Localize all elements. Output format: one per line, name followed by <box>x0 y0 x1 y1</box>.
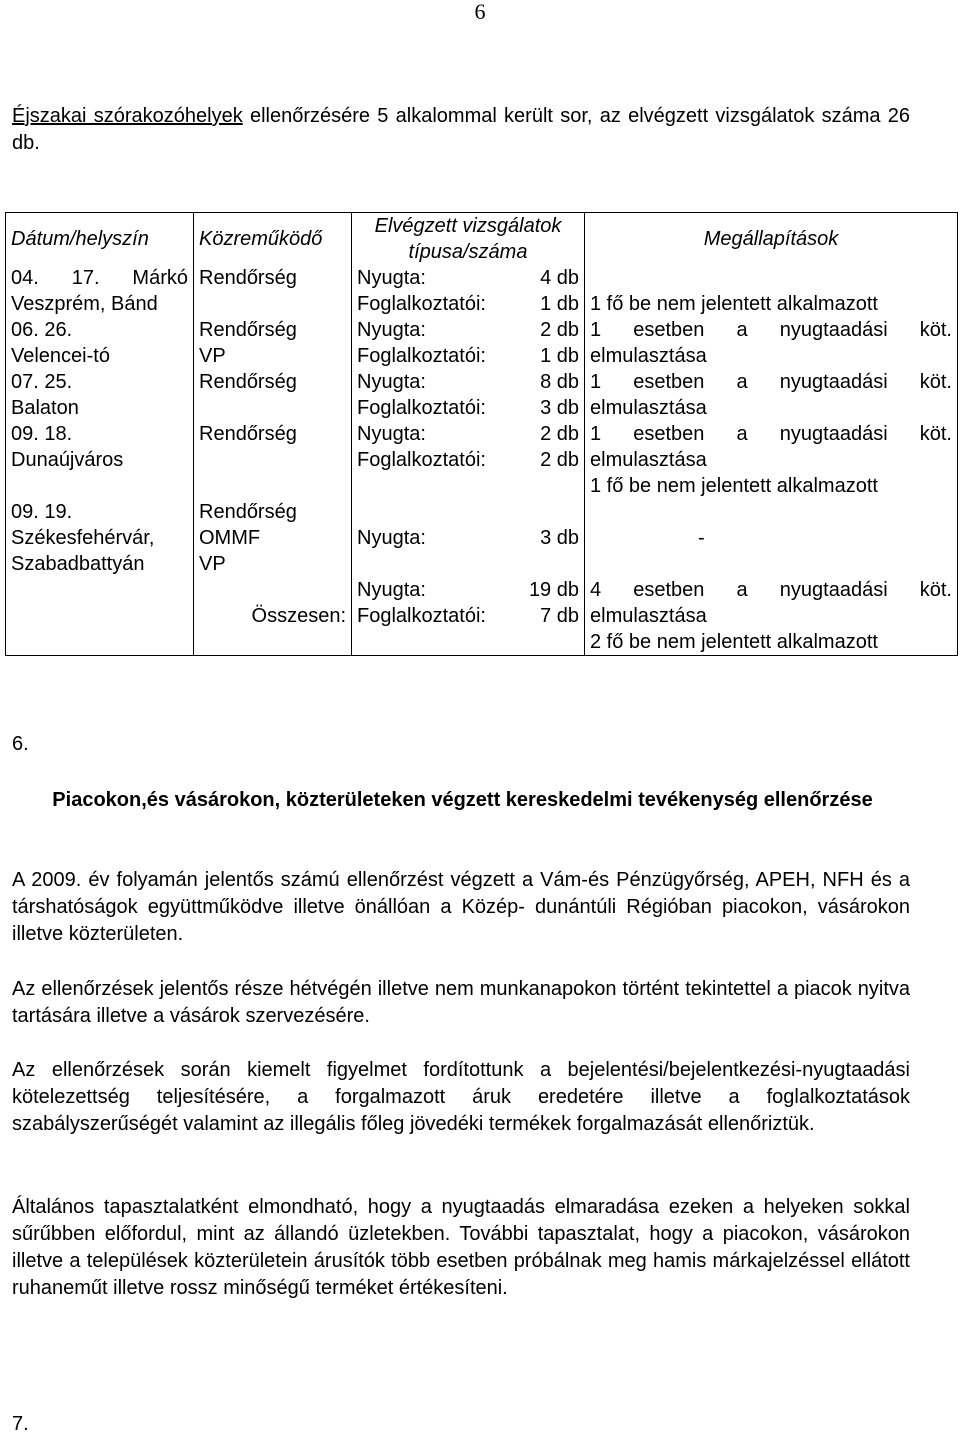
row-date: 09. 18. <box>11 423 73 445</box>
row-place: Székesfehérvár, <box>11 527 155 549</box>
row-finding: elmulasztása <box>590 449 707 471</box>
page-number: 6 <box>474 0 486 24</box>
row-place: Szabadbattyán <box>11 553 145 575</box>
row-finding: elmulasztása <box>590 397 707 419</box>
section-title: Piacokon,és vásárokon, közterületeken végzett kereskedelmi tevékenység ellenőrzése <box>52 789 873 811</box>
check-value: 1 db <box>540 293 579 315</box>
row-finding: 1 fő be nem jelentett alkalmazott <box>590 475 878 497</box>
body-paragraph: Általános tapasztalatként elmondható, hogy a nyugtaadás elmaradása ezeken a helyeken sokkal sűrűbben előfordul, mint az állandó üzletekben. További tapasztalat, hogy a piacokon, vásárokon illetve a települések közterületein árusítók több esetben próbálnak meg hamis márkajelzéssel ellátott ruhaneműt illetve rossz minőségű terméket értékesíteni. <box>12 1196 910 1299</box>
check-label: Foglalkoztatói: <box>357 397 486 419</box>
table-row <box>6 369 958 421</box>
next-section-number: 7. <box>12 1413 29 1435</box>
table-header-row <box>6 213 958 266</box>
check-value: 19 db <box>528 579 579 601</box>
intro-rest: ellenőrzésére 5 alkalommal került sor, az elvégzett vizsgálatok száma 26 db. <box>12 105 910 154</box>
row-place: Balaton <box>11 397 79 419</box>
row-place: Dunaújváros <box>11 449 124 471</box>
row-finding: - <box>698 527 705 549</box>
check-value: 1 db <box>540 345 579 367</box>
check-label: Nyugta: <box>357 527 426 549</box>
row-partner: Rendőrség <box>199 267 297 289</box>
row-date: 09. 19. <box>11 501 73 523</box>
check-label: Foglalkoztatói: <box>357 449 486 471</box>
check-value: 3 db <box>540 397 579 419</box>
total-finding: 4 esetben a nyugtaadási köt. <box>590 579 952 601</box>
row-date: 07. 25. <box>11 371 73 393</box>
intro-underlined: Éjszakai szórakozóhelyek <box>12 105 243 127</box>
row-finding: 1 fő be nem jelentett alkalmazott <box>590 293 878 315</box>
row-date: 04. 17. Márkó <box>11 267 188 289</box>
total-label: Összesen: <box>251 605 346 627</box>
row-partner: Rendőrség <box>199 371 297 393</box>
inspection-table <box>5 212 958 656</box>
check-label: Foglalkoztatói: <box>357 345 486 367</box>
row-partner: Rendőrség <box>199 423 297 445</box>
header-partner: Közreműködő <box>194 213 352 266</box>
row-partner: VP <box>199 345 226 367</box>
row-place: Velencei-tó <box>11 345 110 367</box>
check-value: 2 db <box>540 319 579 341</box>
table-row <box>6 265 958 317</box>
row-place: Veszprém, Bánd <box>11 293 158 315</box>
row-finding: 1 esetben a nyugtaadási köt. <box>590 319 952 341</box>
check-value: 3 db <box>540 527 579 549</box>
check-value: 4 db <box>540 267 579 289</box>
section-number: 6. <box>12 733 29 755</box>
row-finding: 1 esetben a nyugtaadási köt. <box>590 371 952 393</box>
table-row <box>6 421 958 499</box>
check-label: Foglalkoztatói: <box>357 605 486 627</box>
check-label: Nyugta: <box>357 371 426 393</box>
row-finding: 1 esetben a nyugtaadási köt. <box>590 423 952 445</box>
body-paragraph: A 2009. év folyamán jelentős számú ellenőrzést végzett a Vám-és Pénzügyőrség, APEH, NFH és a társhatóságok együttműködve illetve önállóan a Közép- dunántúli Régióban piacokon, vásárokon illetve közterületen. <box>12 869 910 945</box>
check-label: Nyugta: <box>357 267 426 289</box>
row-partner: Rendőrség <box>199 501 297 523</box>
check-value: 8 db <box>540 371 579 393</box>
header-findings: Megállapítások <box>585 213 958 266</box>
check-label: Nyugta: <box>357 423 426 445</box>
intro-paragraph <box>12 103 910 157</box>
check-value: 2 db <box>540 423 579 445</box>
row-partner: Rendőrség <box>199 319 297 341</box>
check-value: 2 db <box>540 449 579 471</box>
check-label: Foglalkoztatói: <box>357 293 486 315</box>
row-partner: OMMF <box>199 527 261 549</box>
row-partner: VP <box>199 553 226 575</box>
check-value: 7 db <box>540 605 579 627</box>
header-checks: Elvégzett vizsgálatok típusa/száma <box>352 213 585 266</box>
table-total-row <box>6 577 958 656</box>
table-row <box>6 499 958 577</box>
check-label: Nyugta: <box>357 579 426 601</box>
check-label: Nyugta: <box>357 319 426 341</box>
body-paragraph: Az ellenőrzések során kiemelt figyelmet fordítottunk a bejelentési/bejelentkezési-nyugtaadási kötelezettség teljesítésére, a forgalmazott áruk eredetére illetve a foglalkoztatások szabályszerűségét valamint az illegális főleg jövedéki termékek forgalmazását ellenőriztük. <box>12 1059 910 1135</box>
total-finding: 2 fő be nem jelentett alkalmazott <box>590 631 878 653</box>
total-finding: elmulasztása <box>590 605 707 627</box>
body-paragraph: Az ellenőrzések jelentős része hétvégén illetve nem munkanapokon történt tekintettel a piacok nyitva tartására illetve a vásárok szervezésére. <box>12 978 910 1027</box>
row-finding: elmulasztása <box>590 345 707 367</box>
row-date: 06. 26. <box>11 319 73 341</box>
table-row <box>6 317 958 369</box>
header-date: Dátum/helyszín <box>6 213 194 266</box>
